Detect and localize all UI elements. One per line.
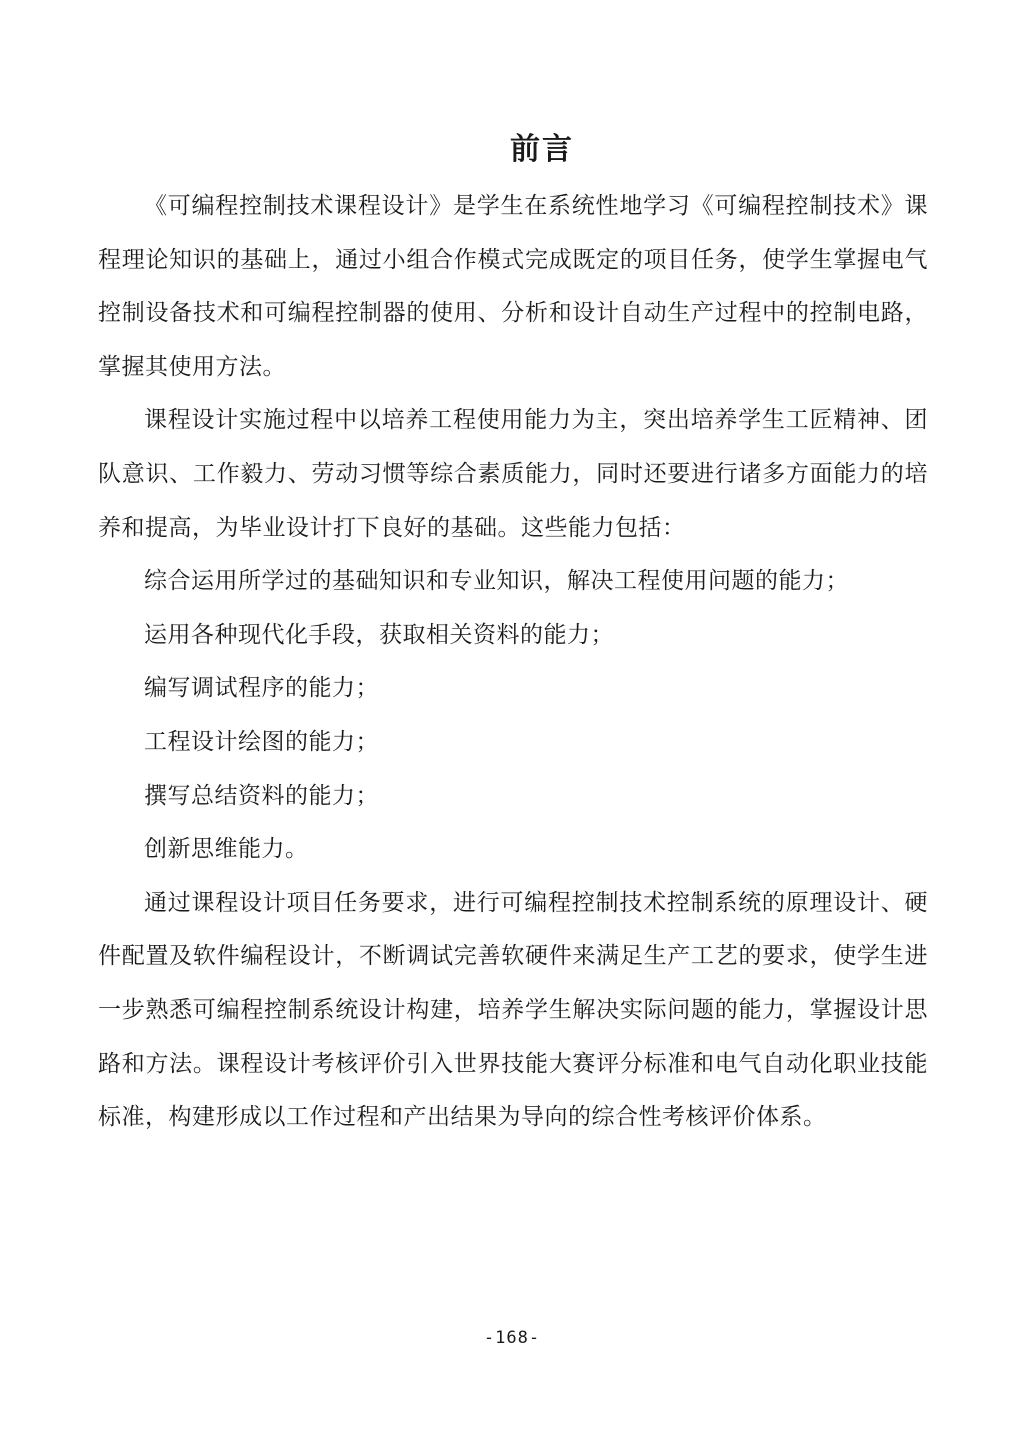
ability-item: 撰写总结资料的能力； — [144, 782, 379, 809]
ability-item: 编写调试程序的能力； — [144, 675, 379, 702]
ability-item: 创新思维能力。 — [144, 836, 309, 863]
ability-item: 综合运用所学过的基础知识和专业知识，解决工程使用问题的能力； — [144, 568, 849, 595]
closing-paragraph: 通过课程设计项目任务要求，进行可编程控制技术控制系统的原理设计、硬件配置及软件编程设计，不断调试完善软硬件来满足生产工艺的要求，使学生进一步熟悉可编程控制系统设计构建，培养学生解决实际问题的能力，掌握设计思路和方法。课程设计考核评价引入世界技能大赛评分标准和电气自动化职业技能标准，构建形成以工作过程和产出结果为导向的综合性考核评价体系。 — [98, 889, 928, 1131]
page-title: 前言 — [510, 132, 574, 167]
page-number: -168- — [483, 1328, 541, 1348]
body-text — [98, 180, 928, 1145]
implementation-paragraph: 课程设计实施过程中以培养工程使用能力为主，突出培养学生工匠精神、团队意识、工作毅力、劳动习惯等综合素质能力，同时还要进行诸多方面能力的培养和提高，为毕业设计打下良好的基础。这些能力包括： — [98, 407, 928, 541]
intro-paragraph: 《可编程控制技术课程设计》是学生在系统性地学习《可编程控制技术》课程理论知识的基础上，通过小组合作模式完成既定的项目任务，使学生掌握电气控制设备技术和可编程控制器的使用、分析和设计自动生产过程中的控制电路，掌握其使用方法。 — [98, 193, 928, 380]
ability-item: 工程设计绘图的能力； — [144, 728, 379, 755]
ability-item: 运用各种现代化手段，获取相关资料的能力； — [144, 621, 614, 648]
